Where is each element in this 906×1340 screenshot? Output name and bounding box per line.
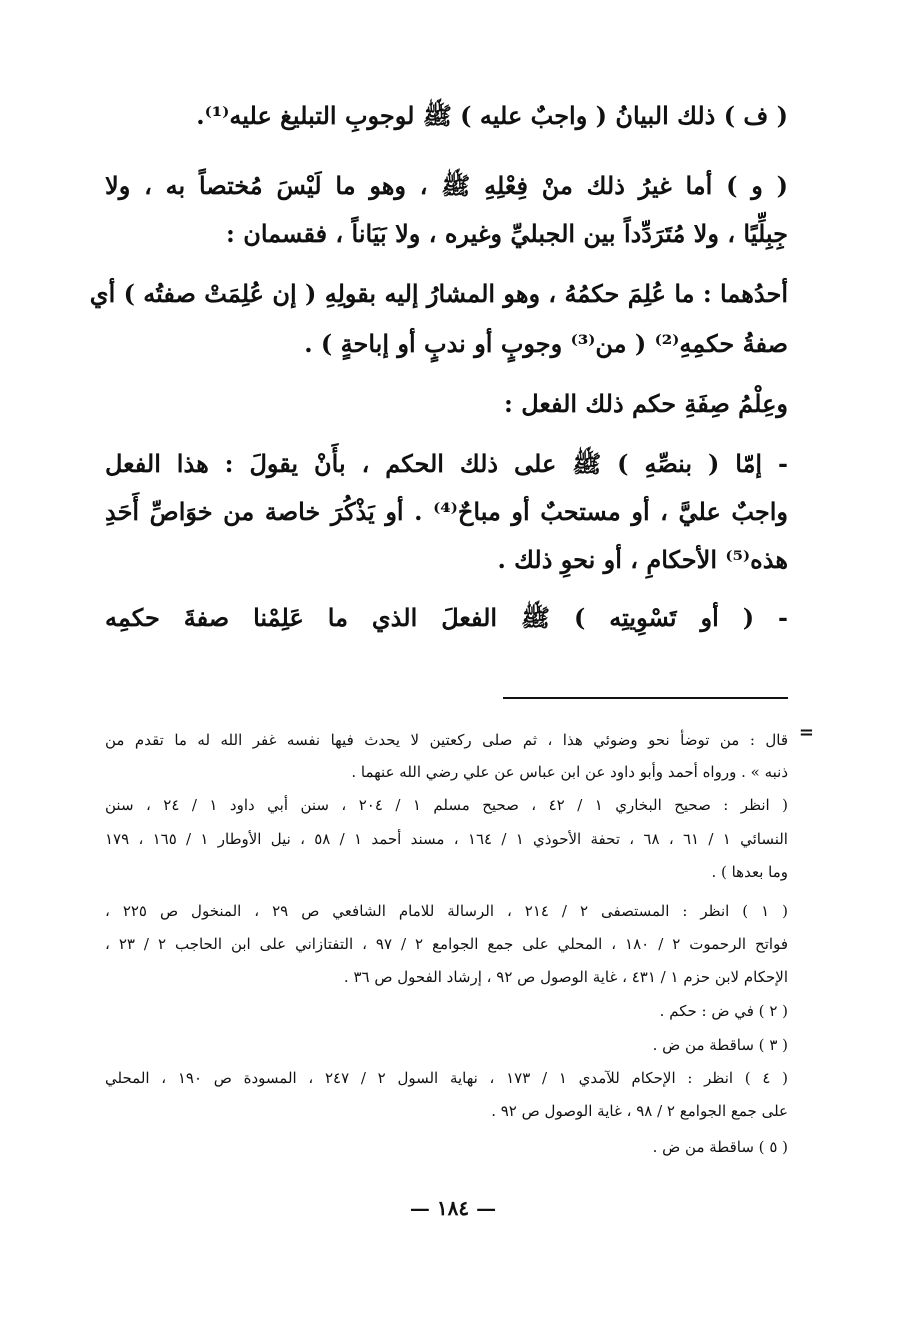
footnote-line-1: قال : من توضأ نحو وضوئي هذا ، ثم صلى ركعتين لا يحدث فيها نفسه غفر الله له ما تقدم من [105, 731, 788, 749]
footnote-separator [503, 697, 788, 699]
footnote-line-10: ( ٣ ) ساقطة من ض . [652, 1036, 788, 1054]
text-line-1: ( ف ) ذلك البيانُ ( واجبٌ عليه ) ﷺ لوجوبِ التبليغ عليه⁽¹⁾. [196, 101, 788, 130]
footnote-line-8: الإحكام لابن حزم ١ / ٤٣١ ، غاية الوصول ص ٩٢ ، إرشاد الفحول ص ٣٦ . [343, 968, 788, 986]
page-number: — ١٨٤ — [409, 1196, 497, 1220]
footnote-line-12: على جمع الجوامع ٢ / ٩٨ ، غاية الوصول ص ٩٢ . [491, 1102, 788, 1120]
text-line-5: صفةُ حكمِهِ⁽²⁾ ( من⁽³⁾ وجوبٍ أو ندبٍ أو إباحةٍ ) . [304, 329, 788, 358]
text-line-2: ( و ) أما غيرُ ذلك منْ فِعْلِهِ ﷺ ، وهو ما لَيْسَ مُختصاً به ، ولا [105, 171, 788, 200]
footnote-line-7: فواتح الرحموت ٢ / ١٨٠ ، المحلي على جمع الجوامع ٢ / ٩٧ ، التفتازاني على ابن الحاجب ٢ / ٢٣ ، [105, 935, 788, 953]
continuation-mark: = [798, 722, 814, 743]
text-line-3: جِبِلِّيًا ، ولا مُتَرَدِّداً بين الجبليِّ وغيره ، ولا بَيَاناً ، فقسمان : [226, 219, 788, 248]
text-line-9: هذه⁽⁵⁾ الأحكامِ ، أو نحوِ ذلك . [497, 545, 788, 574]
footnote-line-6: ( ١ ) انظر : المستصفى ٢ / ٢١٤ ، الرسالة للامام الشافعي ص ٢٩ ، المنخول ص ٢٢٥ ، [105, 902, 789, 920]
text-line-8: واجبٌ عليَّ ، أو مستحبٌ أو مباحٌ⁽⁴⁾ . أو يَذْكُرَ خاصة من خوَاصِّ أَحَدِ [105, 497, 788, 526]
text-line-7: - إمّا ( بنصِّهِ ) ﷺ على ذلك الحكم ، بأَنْ يقولَ : هذا الفعل [105, 449, 788, 478]
text-line-10: - ( أو تَسْوِيتِه ) ﷺ الفعلَ الذي ما عَلِمْنا صفةَ حكمِه [105, 603, 788, 632]
text-line-6: وعِلْمُ صِفَةِ حكم ذلك الفعل : [503, 389, 788, 418]
footnote-line-4: النسائي ١ / ٦١ ، ٦٨ ، تحفة الأحوذي ١ / ١٦٤ ، مسند أحمد ١ / ٥٨ ، نيل الأوطار ١ / ١٦٥ ، ١٧٩ [105, 830, 788, 848]
text-line-4: أحدُهما : ما عُلِمَ حكمُهُ ، وهو المشارُ إليه بقولِهِ ( إن عُلِمَتْ صفتُه ) أي [89, 279, 788, 308]
footnote-line-2: ذنبه » . ورواه أحمد وأبو داود عن ابن عباس عن علي رضي الله عنهما . [351, 763, 788, 781]
footnote-line-3: ( انظر : صحيح البخاري ١ / ٤٢ ، صحيح مسلم ١ / ٢٠٤ ، سنن أبي داود ١ / ٢٤ ، سنن [105, 796, 789, 814]
footnote-line-13: ( ٥ ) ساقطة من ض . [652, 1138, 788, 1156]
footnote-line-5: وما بعدها ) . [711, 863, 788, 881]
footnote-line-9: ( ٢ ) في ض : حكم . [659, 1002, 788, 1020]
footnote-line-11: ( ٤ ) انظر : الإحكام للآمدي ١ / ١٧٣ ، نهاية السول ٢ / ٢٤٧ ، المسودة ص ١٩٠ ، المحلي [105, 1069, 788, 1087]
